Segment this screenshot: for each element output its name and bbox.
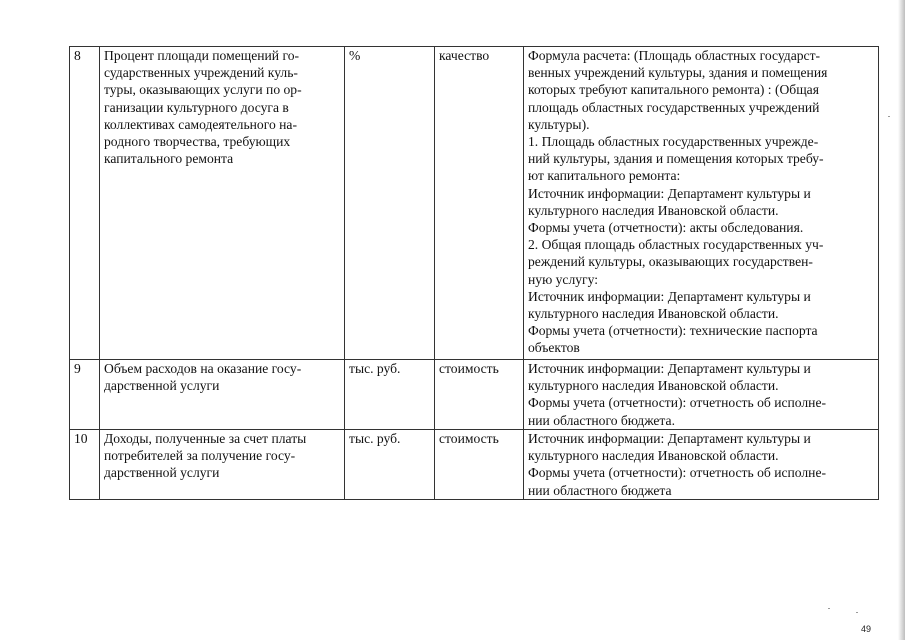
table-row xyxy=(70,47,879,360)
indicator-description xyxy=(524,360,879,430)
unit-of-measure: % xyxy=(345,47,435,360)
indicator-description xyxy=(524,47,879,360)
table-row xyxy=(70,360,879,430)
description-paragraph: Источник информации: Департамент культуры и культурного наследия Ивановской области. xyxy=(528,185,811,218)
scan-edge-shadow xyxy=(898,0,905,640)
description-paragraph: 1. Площадь областных государственных учрежде- ний культуры, здания и помещения которых требу- ют капитального ремонта: xyxy=(528,134,824,184)
description-paragraph: Формы учета (отчетности): акты обследования. xyxy=(528,220,804,236)
indicator-text: Процент площади помещений го- сударственных учреждений куль- туры, оказывающих услуги по ор- ганизации культурного досуга в коллективах самодеятельного на- родного творчества, требующих капитального ремонта xyxy=(104,48,302,167)
scan-speck xyxy=(828,608,830,609)
description-paragraph: Формула расчета: (Площадь областных государст- венных учреждений культуры, здания и помещения которых требуют капитального ремонта) : (Общая площадь областных государственных учреждений культуры). xyxy=(528,48,828,132)
indicator-text: Доходы, полученные за счет платы потребителей за получение госу- дарственной услуги xyxy=(104,431,307,481)
scan-speck xyxy=(888,116,890,117)
description-paragraph: Формы учета (отчетности): отчетность об исполне- нии областного бюджета xyxy=(528,465,827,498)
indicator-name xyxy=(100,360,345,430)
description-paragraph: Источник информации: Департамент культуры и культурного наследия Ивановской области. xyxy=(528,431,811,464)
description-paragraph: Источник информации: Департамент культуры и культурного наследия Ивановской области. xyxy=(528,288,811,322)
row-number: 9 xyxy=(70,360,100,430)
scan-speck xyxy=(856,612,858,613)
indicators-table xyxy=(69,46,879,500)
description-paragraph: 2. Общая площадь областных государственных уч- реждений культуры, оказывающих государствен- ную услугу: xyxy=(528,237,824,287)
description-paragraph: Формы учета (отчетности): отчетность об исполне- нии областного бюджета. xyxy=(528,395,827,428)
unit-of-measure: тыс. руб. xyxy=(345,430,435,500)
indicator-name xyxy=(100,430,345,500)
row-number: 8 xyxy=(70,47,100,360)
indicator-text: Объем расходов на оказание госу- дарственной услуги xyxy=(104,361,302,394)
description-paragraph: Формы учета (отчетности): технические паспорта объектов xyxy=(528,323,818,356)
row-number: 10 xyxy=(70,430,100,500)
indicator-type: качество xyxy=(435,47,524,360)
indicator-type: стоимость xyxy=(435,360,524,430)
unit-of-measure: тыс. руб. xyxy=(345,360,435,430)
page-number: 49 xyxy=(861,624,872,634)
indicator-type: стоимость xyxy=(435,430,524,500)
description-paragraph: Источник информации: Департамент культуры и культурного наследия Ивановской области. xyxy=(528,361,811,394)
table-row xyxy=(70,430,879,500)
indicator-description xyxy=(524,430,879,500)
indicator-name xyxy=(100,47,345,360)
